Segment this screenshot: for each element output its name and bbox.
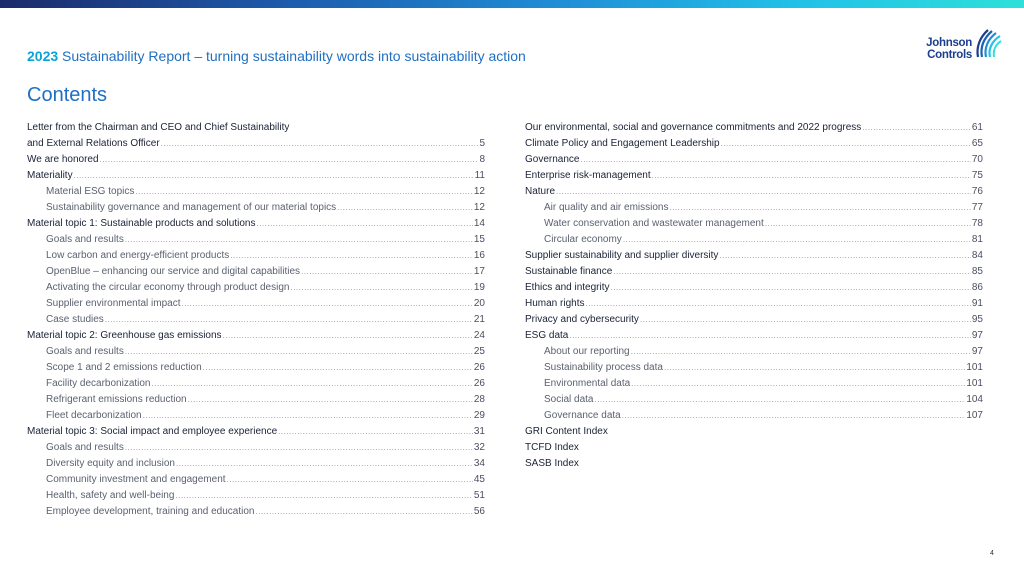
toc-entry[interactable] (525, 200, 983, 216)
toc-dot-leader (670, 200, 971, 216)
toc-entry[interactable] (27, 264, 485, 280)
toc-entry-page: 24 (473, 330, 485, 341)
toc-entry[interactable] (27, 408, 485, 424)
toc-dot-leader (203, 360, 473, 376)
toc-entry[interactable] (525, 264, 983, 280)
logo-line1: Johnson (926, 37, 972, 49)
toc-dot-leader (105, 312, 473, 328)
toc-dot-leader (256, 216, 472, 232)
toc-entry[interactable] (27, 344, 485, 360)
toc-entry-title: Governance data (544, 410, 621, 421)
toc-entry-page: 31 (473, 426, 485, 437)
toc-entry[interactable] (525, 376, 983, 392)
toc-entry-title: Our environmental, social and governance commitments and 2022 progress (525, 122, 862, 133)
toc-entry-page: 81 (971, 234, 983, 245)
toc-entry-page: 26 (473, 362, 485, 373)
toc-entry-page: 101 (966, 362, 983, 373)
toc-dot-leader (255, 504, 472, 520)
toc-dot-leader (230, 248, 473, 264)
toc-entry-page: 61 (971, 122, 983, 133)
toc-entry-title: Facility decarbonization (46, 378, 151, 389)
toc-entry[interactable] (27, 168, 485, 184)
toc-entry[interactable] (525, 168, 983, 184)
toc-entry-title: ESG data (525, 330, 569, 341)
toc-dot-leader (623, 232, 971, 248)
toc-entry-title: Health, safety and well-being (46, 490, 175, 501)
toc-right-column (525, 120, 983, 472)
toc-dot-leader (622, 408, 966, 424)
toc-entry[interactable] (27, 392, 485, 408)
toc-entry-title: Employee development, training and education (46, 506, 255, 517)
page-number: 4 (990, 550, 994, 557)
toc-dot-leader (125, 232, 473, 248)
toc-entry-page: 21 (473, 314, 485, 325)
toc-entry-page: 17 (473, 266, 485, 277)
toc-dot-leader (580, 152, 970, 168)
toc-entry-title: Enterprise risk-management (525, 170, 651, 181)
toc-entry[interactable] (27, 200, 485, 216)
toc-dot-leader (125, 440, 473, 456)
toc-entry[interactable] (525, 184, 983, 200)
toc-entry-title: Material topic 2: Greenhouse gas emissions (27, 330, 222, 341)
toc-entry-title: Low carbon and energy-efficient products (46, 250, 230, 261)
toc-entry-page: 56 (473, 506, 485, 517)
toc-entry-title: Fleet decarbonization (46, 410, 142, 421)
toc-dot-leader (862, 120, 971, 136)
toc-entry-page: 45 (473, 474, 485, 485)
toc-dot-leader (556, 184, 971, 200)
toc-dot-leader (290, 280, 472, 296)
toc-entry-page: 51 (473, 490, 485, 501)
toc-entry[interactable] (27, 376, 485, 392)
toc-entry-title: Sustainability process data (544, 362, 663, 373)
toc-dot-leader (182, 296, 473, 312)
toc-dot-leader (631, 376, 965, 392)
contents-heading: Contents (27, 84, 108, 106)
report-title-text: Sustainability Report – turning sustainability words into sustainability action (58, 48, 526, 64)
toc-entry[interactable] (27, 184, 485, 200)
toc-dot-leader (152, 376, 473, 392)
toc-entry[interactable] (27, 440, 485, 456)
toc-entry[interactable] (27, 456, 485, 472)
toc-entry[interactable] (27, 248, 485, 264)
toc-entry-page: 12 (473, 202, 485, 213)
toc-entry-title: Activating the circular economy through product design (46, 282, 290, 293)
toc-entry-title: Water conservation and wastewater management (544, 218, 764, 229)
toc-entry[interactable] (525, 136, 983, 152)
toc-entry-page: 15 (473, 234, 485, 245)
toc-dot-leader (227, 472, 473, 488)
toc-dot-leader (100, 152, 479, 168)
toc-entry-page: 77 (971, 202, 983, 213)
toc-entry-title: Material ESG topics (46, 186, 135, 197)
toc-entry-page: 78 (971, 218, 983, 229)
toc-entry[interactable] (27, 360, 485, 376)
toc-entry-title: Case studies (46, 314, 104, 325)
toc-entry-page: 65 (971, 138, 983, 149)
report-title (27, 48, 526, 64)
toc-entry-title: Nature (525, 186, 556, 197)
toc-entry[interactable] (525, 408, 983, 424)
toc-dot-leader (301, 264, 473, 280)
toc-entry-page: 97 (971, 346, 983, 357)
toc-entry-page: 104 (966, 394, 983, 405)
toc-entry-title: Sustainability governance and management of our material topics (46, 202, 337, 213)
top-gradient-bar (0, 0, 1024, 8)
toc-entry[interactable] (27, 152, 485, 168)
toc-dot-leader (613, 264, 971, 280)
toc-entry-title: and External Relations Officer (27, 138, 160, 149)
toc-left-column (27, 120, 485, 520)
toc-entry-page: 84 (971, 250, 983, 261)
toc-dot-leader (175, 488, 472, 504)
toc-entry-title: GRI Content Index (525, 426, 608, 437)
toc-entry-title: Goals and results (46, 346, 124, 357)
toc-dot-leader (719, 248, 970, 264)
toc-entry-page: 95 (971, 314, 983, 325)
toc-entry-title: About our reporting (544, 346, 630, 357)
toc-entry-title: Goals and results (46, 442, 124, 453)
toc-entry[interactable] (27, 216, 485, 232)
toc-entry-title: Climate Policy and Engagement Leadership (525, 138, 720, 149)
toc-entry[interactable] (27, 136, 485, 152)
toc-entry[interactable] (525, 280, 983, 296)
toc-entry-page: 34 (473, 458, 485, 469)
toc-entry[interactable] (525, 328, 983, 344)
toc-entry-title: TCFD Index (525, 442, 579, 453)
toc-entry-page: 86 (971, 282, 983, 293)
toc-entry-page: 28 (473, 394, 485, 405)
toc-dot-leader (585, 296, 970, 312)
toc-entry-title: Material topic 3: Social impact and employee experience (27, 426, 278, 437)
toc-entry-title: Supplier environmental impact (46, 298, 181, 309)
toc-entry-title: Social data (544, 394, 594, 405)
toc-entry-page: 14 (473, 218, 485, 229)
toc-entry[interactable] (525, 344, 983, 360)
toc-entry-title: Refrigerant emissions reduction (46, 394, 187, 405)
logo-line2: Controls (927, 49, 972, 61)
toc-entry[interactable] (525, 248, 983, 264)
toc-dot-leader (664, 360, 965, 376)
toc-entry[interactable] (27, 472, 485, 488)
toc-dot-leader (176, 456, 473, 472)
toc-dot-leader (223, 328, 473, 344)
toc-dot-leader (143, 408, 473, 424)
toc-entry-page: 70 (971, 154, 983, 165)
toc-entry-page: 12 (473, 186, 485, 197)
toc-dot-leader (278, 424, 473, 440)
toc-entry[interactable] (27, 424, 485, 440)
toc-dot-leader (652, 168, 971, 184)
toc-dot-leader (161, 136, 479, 152)
toc-entry[interactable] (525, 312, 983, 328)
toc-entry-title: Environmental data (544, 378, 631, 389)
toc-entry-title: Letter from the Chairman and CEO and Chief Sustainability (27, 122, 290, 133)
toc-dot-leader (765, 216, 971, 232)
toc-entry-page: 5 (479, 138, 485, 149)
toc-entry[interactable] (27, 120, 485, 136)
toc-entry-title: Scope 1 and 2 emissions reduction (46, 362, 202, 373)
toc-dot-leader (640, 312, 971, 328)
toc-entry[interactable] (525, 120, 983, 136)
toc-entry-title: Air quality and air emissions (544, 202, 669, 213)
toc-entry-page: 26 (473, 378, 485, 389)
toc-dot-leader (611, 280, 971, 296)
toc-entry[interactable] (27, 504, 485, 520)
toc-entry[interactable] (525, 296, 983, 312)
toc-entry-title: Goals and results (46, 234, 124, 245)
toc-entry-page: 101 (966, 378, 983, 389)
toc-entry-title: OpenBlue – enhancing our service and digital capabilities (46, 266, 301, 277)
toc-entry-page: 32 (473, 442, 485, 453)
toc-entry-title: Supplier sustainability and supplier diversity (525, 250, 719, 261)
toc-entry-page: 11 (474, 170, 485, 181)
toc-entry-title: Ethics and integrity (525, 282, 610, 293)
toc-entry[interactable] (27, 488, 485, 504)
toc-entry-title: Circular economy (544, 234, 622, 245)
toc-entry[interactable] (27, 280, 485, 296)
toc-entry-page: 20 (473, 298, 485, 309)
toc-entry-page: 91 (971, 298, 983, 309)
toc-entry[interactable] (525, 424, 983, 440)
company-logo (916, 27, 1000, 65)
toc-entry[interactable] (27, 312, 485, 328)
toc-dot-leader (135, 184, 473, 200)
toc-entry[interactable] (27, 296, 485, 312)
toc-entry-title: Human rights (525, 298, 585, 309)
toc-entry[interactable] (525, 360, 983, 376)
toc-entry-title: Material topic 1: Sustainable products and solutions (27, 218, 256, 229)
report-year: 2023 (27, 48, 59, 64)
toc-entry-title: We are honored (27, 154, 99, 165)
toc-entry-page: 25 (473, 346, 485, 357)
toc-entry[interactable] (27, 328, 485, 344)
toc-entry-page: 85 (971, 266, 983, 277)
toc-dot-leader (188, 392, 473, 408)
toc-dot-leader (337, 200, 473, 216)
toc-entry-title: Sustainable finance (525, 266, 613, 277)
toc-entry-title: Governance (525, 154, 580, 165)
toc-entry-page: 8 (479, 154, 485, 165)
toc-entry-title: Materiality (27, 170, 73, 181)
toc-entry[interactable] (525, 440, 983, 456)
toc-entry[interactable] (525, 232, 983, 248)
toc-entry[interactable] (525, 456, 983, 472)
toc-entry-page: 76 (971, 186, 983, 197)
toc-entry-page: 107 (966, 410, 983, 421)
toc-dot-leader (569, 328, 971, 344)
toc-entry-page: 97 (971, 330, 983, 341)
toc-dot-leader (721, 136, 971, 152)
toc-entry-page: 75 (971, 170, 983, 181)
toc-dot-leader (631, 344, 971, 360)
toc-entry[interactable] (525, 152, 983, 168)
toc-entry-page: 29 (473, 410, 485, 421)
toc-entry[interactable] (27, 232, 485, 248)
toc-dot-leader (74, 168, 474, 184)
toc-entry-page: 19 (473, 282, 485, 293)
toc-dot-leader (125, 344, 473, 360)
logo-swirl-icon (972, 27, 1002, 59)
toc-entry-title: Community investment and engagement (46, 474, 226, 485)
toc-entry[interactable] (525, 392, 983, 408)
toc-entry-title: Diversity equity and inclusion (46, 458, 175, 469)
logo-wordmark (916, 37, 972, 61)
toc-entry-title: Privacy and cybersecurity (525, 314, 639, 325)
toc-entry-page: 16 (473, 250, 485, 261)
toc-entry[interactable] (525, 216, 983, 232)
toc-entry-title: SASB Index (525, 458, 579, 469)
toc-dot-leader (594, 392, 965, 408)
